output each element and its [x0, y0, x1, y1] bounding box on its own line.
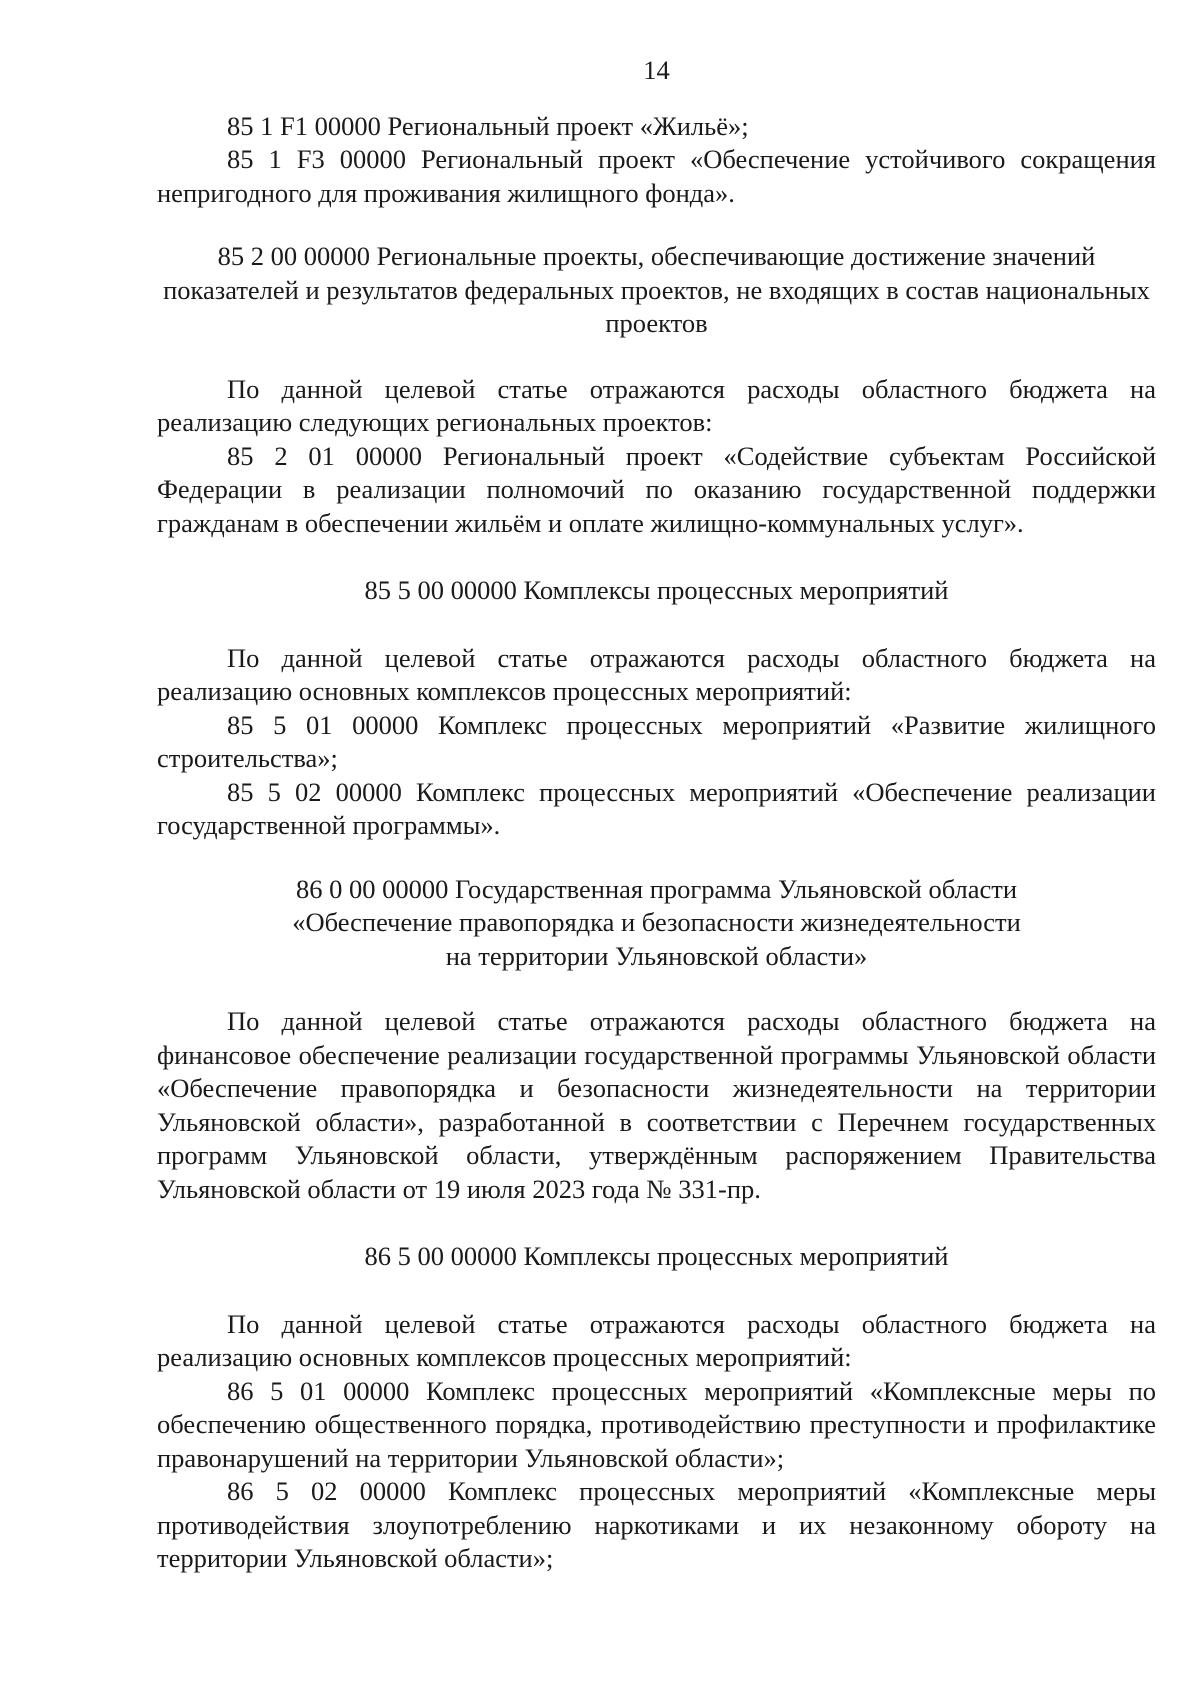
section-heading-85-2: 85 2 00 00000 Региональные проекты, обеспечивающие достижение значений показателей и результатов федеральных проектов, не входящих в состав национальных проектов	[163, 241, 1150, 338]
project-line-f3: 85 1 F3 00000 Региональный проект «Обеспечение устойчивого сокращения непригодного для проживания жилищного фонда».	[157, 144, 1156, 208]
section-heading-86-5: 86 5 00 00000 Комплексы процессных мероприятий	[364, 1241, 949, 1271]
list-item-85-5-01: 85 5 01 00000 Комплекс процессных мероприятий «Развитие жилищного строительства»;	[157, 709, 1156, 773]
section-intro-85-5: По данной целевой статье отражаются расходы областного бюджета на реализацию основных комплексов процессных мероприятий:	[157, 642, 1156, 706]
section-intro-85-2: По данной целевой статье отражаются расходы областного бюджета на реализацию следующих региональных проектов:	[157, 373, 1156, 437]
page-number: 14	[643, 55, 670, 85]
section-intro-86-5: По данной целевой статье отражаются расходы областного бюджета на реализацию основных комплексов процессных мероприятий:	[157, 1308, 1156, 1372]
list-item-85-2-01: 85 2 01 00000 Региональный проект «Содействие субъектам Российской Федерации в реализации полномочий по оказанию государственной поддержки гражданам в обеспечении жильём и оплате жилищно-коммунальных услуг».	[157, 440, 1156, 538]
list-item-86-5-02: 86 5 02 00000 Комплекс процессных мероприятий «Комплексные меры противодействия злоупотреблению наркотиками и их незаконному обороту на территории Ульяновской области»;	[157, 1476, 1156, 1573]
heading-line: на территории Ульяновской области»	[445, 940, 868, 971]
list-item-85-5-02: 85 5 02 00000 Комплекс процессных мероприятий «Обеспечение реализации государственной программы».	[157, 776, 1156, 840]
heading-line: 86 0 00 00000 Государственная программа Ульяновской области	[295, 873, 1018, 904]
section-heading-86-0	[157, 873, 1156, 974]
heading-line: «Обеспечение правопорядка и безопасности жизнедеятельности	[292, 907, 1021, 937]
section-body-86-0: По данной целевой статье отражаются расходы областного бюджета на финансовое обеспечение реализации государственной программы Ульяновской области «Обеспечение правопорядка и безопасности жизнедеятельности на территории Ульяновской области», разработанной в соответствии с Перечнем государственных программ Ульяновской области, утверждённым распоряжением Правительства Ульяновской области от 19 июля 2023 года № 331-пр.	[157, 1006, 1156, 1204]
project-line-f1: 85 1 F1 00000 Региональный проект «Жильё»;	[227, 110, 749, 141]
section-heading-85-5: 85 5 00 00000 Комплексы процессных мероприятий	[364, 575, 949, 605]
list-item-86-5-01: 86 5 01 00000 Комплекс процессных мероприятий «Комплексные меры по обеспечению общественного порядка, противодействию преступности и профилактике правонарушений на территории Ульяновской области»;	[157, 1375, 1156, 1473]
